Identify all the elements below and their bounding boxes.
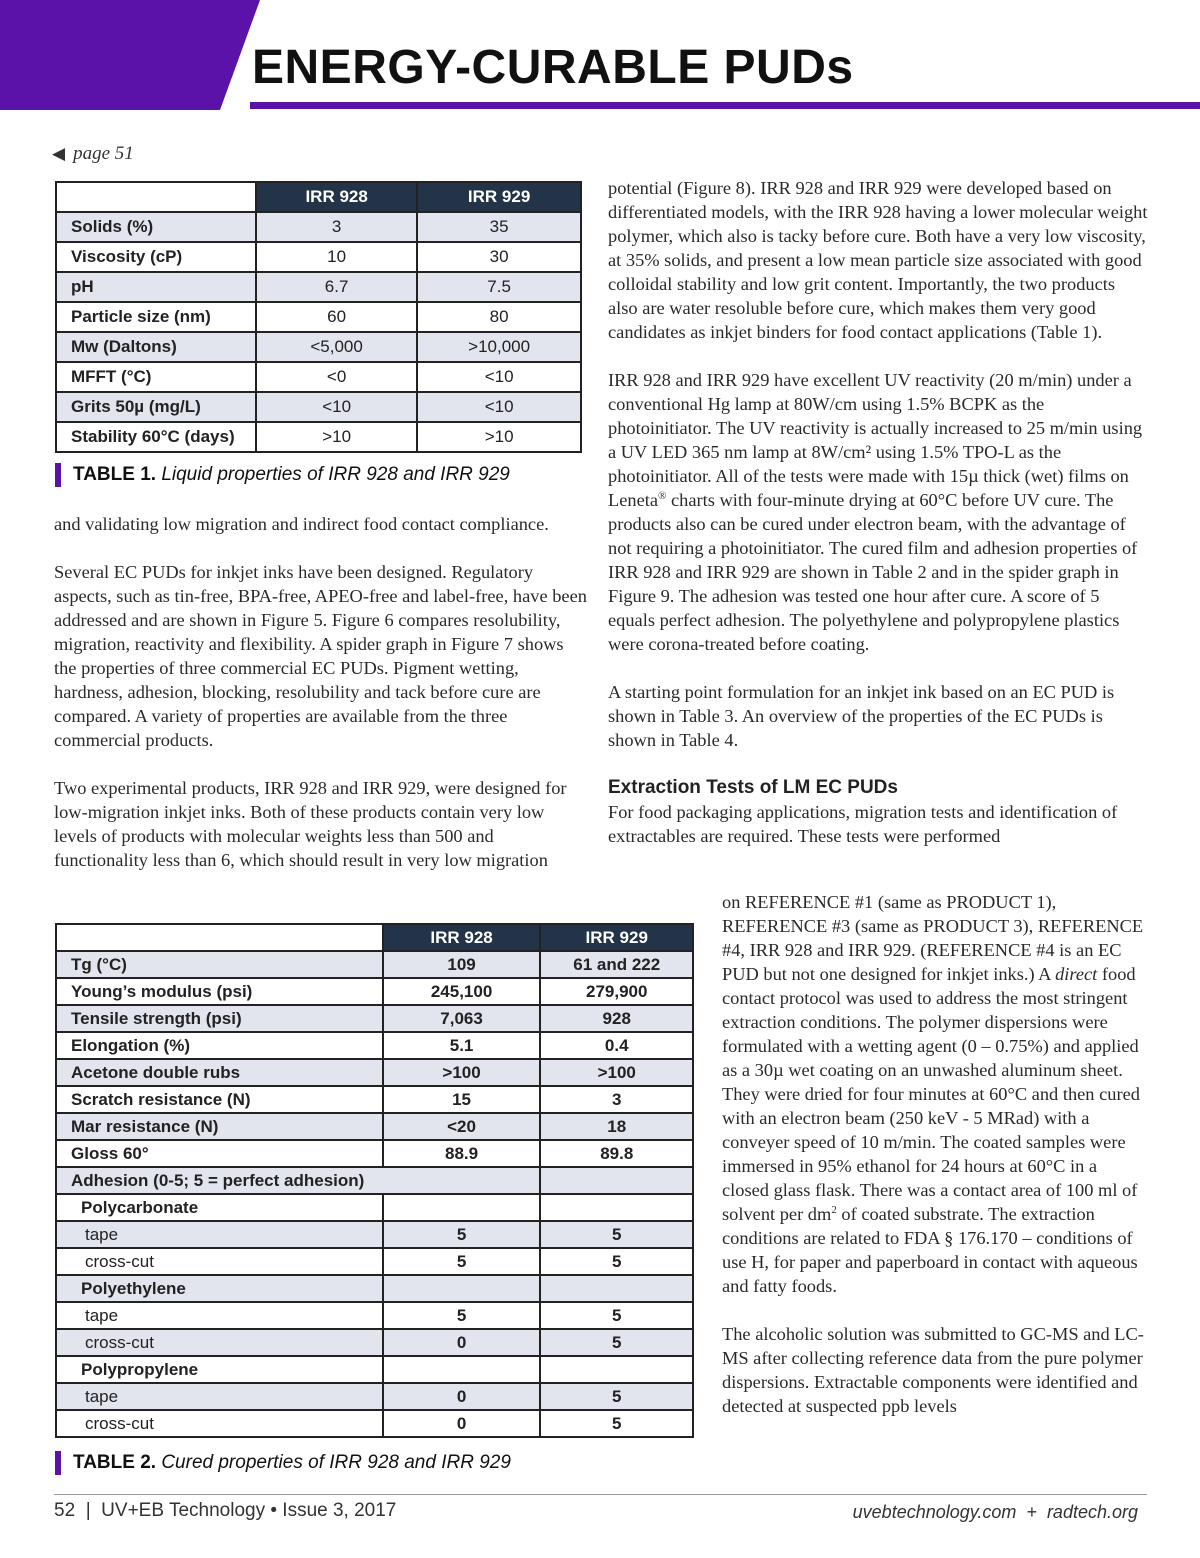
table-cured-properties [55,923,694,1438]
cell-value: 0 [383,1329,541,1356]
cell-value: 5 [540,1329,693,1356]
superscript: 2 [831,1203,837,1216]
cell-value: >100 [540,1059,693,1086]
group-label: Polyethylene [56,1275,383,1302]
row-label: Elongation (%) [56,1032,383,1059]
table-row [56,1140,693,1167]
body-paragraph: A starting point formulation for an inkjet ink based on an EC PUD is shown in Table 3. An overview of the properties of the EC PUDs is shown in Table 4. [608,682,1115,750]
body-paragraph: potential (Figure 8). IRR 928 and IRR 929 were developed based on differentiated models, with the IRR 928 having a lower molecular weight polymer, which also is tacky before cure. Both have a very low viscosity, at 35% solids, and present a low mean particle size associated with good colloidal stability and low grit content. Importantly, the two products also are water resoluble before cure, which makes them very good candidates as inkjet binders for food contact applications (Table 1). [608,178,1148,342]
cell-value: 0 [383,1383,541,1410]
table-row [56,1086,693,1113]
row-label: Particle size (nm) [56,302,256,332]
footer-rule [54,1494,1147,1495]
section-heading: Extraction Tests of LM EC PUDs [608,777,898,798]
cell-value: <10 [417,362,581,392]
column-header: IRR 928 [256,182,417,212]
cell-value: >10 [256,422,417,452]
cell-value: 5 [540,1383,693,1410]
cell-value: 15 [383,1086,541,1113]
table-row [56,1356,693,1383]
header-banner [0,0,260,110]
cell-value: >10,000 [417,332,581,362]
table-header-row [56,924,693,951]
cell-value: 5 [540,1302,693,1329]
text-run: of coated substrate. The extraction conditions are related to FDA § 176.170 – conditions of use H, for paper and paperboard in contact with aqueous and fatty foods. [722,1204,1138,1296]
table-row [56,1032,693,1059]
body-paragraph: Several EC PUDs for inkjet inks have been designed. Regulatory aspects, such as tin-free, BPA-free, APEO-free and label-free, have been addressed and are shown in Figure 5. Figure 6 compares resolubility, migration, reactivity and flexibility. A spider graph in Figure 7 shows the properties of three commercial EC PUDs. Pigment wetting, hardness, adhesion, blocking, resolubility and tack before cure are compared. A variety of properties are available from the three commercial products. [54,562,587,750]
table-row [56,1221,693,1248]
row-label: Grits 50µ (mg/L) [56,392,256,422]
cell-value: 6.7 [256,272,417,302]
cell-value: 60 [256,302,417,332]
page-title: ENERGY-CURABLE PUDs [252,41,854,94]
emphasis: direct [1055,964,1098,984]
table-row [56,332,581,362]
sub-label: cross-cut [56,1410,383,1437]
body-paragraph [722,890,1147,1298]
registered-mark: ® [658,489,667,502]
row-label: Young’s modulus (psi) [56,978,383,1005]
cell-value: 30 [417,242,581,272]
text-run: food contact protocol was used to address the most stringent extraction conditions. The polymer dispersions were formulated with a wetting agent (0 – 0.75%) and applied as a 30µ wet coating on an unwashed aluminum sheet. They were dried for four minutes at 60°C and then cured with an electron beam (250 keV - 5 MRad) with a conveyer speed of 10 m/min. The coated samples were immersed in 95% ethanol for 24 hours at 60°C in a closed glass flask. There was a contact area of 100 ml of solvent per dm [722,964,1140,1224]
cell-value: 7.5 [417,272,581,302]
text-run: on REFERENCE #1 (same as PRODUCT 1), REFERENCE #3 (same as PRODUCT 3), REFERENCE #4, IRR 928 and IRR 929. (REFERENCE #4 is an EC PUD but not one designed for inkjet inks.) A [722,892,1144,984]
cell-value: <10 [256,392,417,422]
cell-value: 279,900 [540,978,693,1005]
cell-value: 35 [417,212,581,242]
table-corner-cell [56,182,256,212]
right-column-text [608,176,1148,848]
header-rule [250,102,1200,109]
cell-value: 3 [540,1086,693,1113]
caption-label: TABLE 2. [73,1452,157,1473]
cell-value: 89.8 [540,1140,693,1167]
empty-cell [540,1356,693,1383]
table-corner-cell [56,924,383,951]
table-row [56,1005,693,1032]
cell-value: 5 [383,1221,541,1248]
table-row [56,1302,693,1329]
empty-cell [383,1356,541,1383]
sub-label: tape [56,1221,383,1248]
column-header: IRR 929 [417,182,581,212]
column-header: IRR 928 [383,924,541,951]
table-liquid-properties [55,181,582,453]
table-row [56,1410,693,1437]
table-row [56,951,693,978]
empty-cell [540,1275,693,1302]
table-row [56,1113,693,1140]
row-label: Gloss 60° [56,1140,383,1167]
body-paragraph-lead: For food packaging applications, migration tests and identification of extractables are required. These tests were performed [608,802,1118,846]
row-label: Viscosity (cP) [56,242,256,272]
cell-value: 80 [417,302,581,332]
cell-value: <0 [256,362,417,392]
cell-value: 5 [540,1221,693,1248]
cell-value: 18 [540,1113,693,1140]
empty-cell [540,1194,693,1221]
page-reference-text: page 51 [73,143,134,164]
cell-value: <10 [417,392,581,422]
table-row [56,1275,693,1302]
group-label: Polypropylene [56,1356,383,1383]
footer-links[interactable]: uvebtechnology.com + radtech.org [852,1502,1138,1522]
cell-value: 5 [383,1302,541,1329]
cell-value: 0.4 [540,1032,693,1059]
row-label: pH [56,272,256,302]
back-arrow-icon[interactable]: ◀ [52,144,66,163]
table-row [56,1194,693,1221]
sub-label: cross-cut [56,1329,383,1356]
cell-value: 10 [256,242,417,272]
table-row [56,212,581,242]
group-label: Polycarbonate [56,1194,383,1221]
adhesion-label: Adhesion (0-5; 5 = perfect adhesion) [56,1167,540,1194]
row-label: Acetone double rubs [56,1059,383,1086]
table-row [56,978,693,1005]
table-row [56,362,581,392]
cell-value: 109 [383,951,541,978]
table-row [56,1059,693,1086]
text-run: IRR 928 and IRR 929 have excellent UV reactivity (20 m/min) under a conventional Hg lamp at 80W/cm using 1.5% BCPK as the photoinitiator. The UV reactivity is actually increased to 25 m/min using a UV LED 365 nm lamp at 8W/cm² using 1.5% TPO-L as the photoinitiator. All of the tests were made with 15µ thick (wet) films on Leneta [608,370,1143,510]
cell-value: 7,063 [383,1005,541,1032]
cell-value: 61 and 222 [540,951,693,978]
body-paragraph: Two experimental products, IRR 928 and IRR 929, were designed for low-migration inkjet inks. Both of these products contain very low levels of products with molecular weights less than 500 and functionality less than 6, which should result in very low migration [54,778,567,870]
body-paragraph: The alcoholic solution was submitted to GC-MS and LC-MS after collecting reference data from the pure polymer dispersions. Extractable components were identified and detected at suspected ppb levels [722,1324,1144,1416]
sub-label: tape [56,1383,383,1410]
cell-value: >10 [417,422,581,452]
cell-value: <5,000 [256,332,417,362]
footer-page-info: 52 | UV+EB Technology • Issue 3, 2017 [54,1500,397,1521]
row-label: Mar resistance (N) [56,1113,383,1140]
caption-text: Cured properties of IRR 928 and IRR 929 [161,1452,511,1473]
row-label: Stability 60°C (days) [56,422,256,452]
cell-value: 928 [540,1005,693,1032]
empty-cell [383,1275,541,1302]
cell-value: 5 [540,1410,693,1437]
cell-value: 245,100 [383,978,541,1005]
body-paragraph: and validating low migration and indirect food contact compliance. [54,514,549,534]
table-row [56,1383,693,1410]
table-row [56,1248,693,1275]
table-header-row [56,182,581,212]
right-column-text-narrow [722,890,1147,1442]
caption-label: TABLE 1. [73,464,157,485]
table-row [56,242,581,272]
row-label: Tensile strength (psi) [56,1005,383,1032]
empty-cell [540,1167,693,1194]
table-row [56,422,581,452]
cell-value: 5.1 [383,1032,541,1059]
cell-value: 88.9 [383,1140,541,1167]
table-row [56,1167,693,1194]
row-label: Mw (Daltons) [56,332,256,362]
cell-value: 0 [383,1410,541,1437]
cell-value: 5 [540,1248,693,1275]
page-reference[interactable] [52,143,134,165]
column-header: IRR 929 [540,924,693,951]
cell-value: <20 [383,1113,541,1140]
row-label: MFFT (°C) [56,362,256,392]
table-row [56,272,581,302]
caption-text: Liquid properties of IRR 928 and IRR 929 [161,464,510,485]
row-label: Scratch resistance (N) [56,1086,383,1113]
row-label: Tg (°C) [56,951,383,978]
cell-value: 5 [383,1248,541,1275]
empty-cell [383,1194,541,1221]
body-paragraph [608,368,1148,656]
sub-label: tape [56,1302,383,1329]
table-row [56,302,581,332]
sub-label: cross-cut [56,1248,383,1275]
table-row [56,1329,693,1356]
row-label: Solids (%) [56,212,256,242]
cell-value: 3 [256,212,417,242]
left-column-text [54,512,589,896]
cell-value: >100 [383,1059,541,1086]
table-row [56,392,581,422]
table1-caption [55,463,510,487]
table2-caption [55,1451,511,1475]
text-run: charts with four-minute drying at 60°C before UV cure. The products also can be cured under electron beam, with the advantage of not requiring a photoinitiator. The cured film and adhesion properties of IRR 928 and IRR 929 are shown in Table 2 and in the spider graph in Figure 9. The adhesion was tested one hour after cure. A score of 5 equals perfect adhesion. The polyethylene and polypropylene plastics were corona-treated before coating. [608,490,1138,654]
